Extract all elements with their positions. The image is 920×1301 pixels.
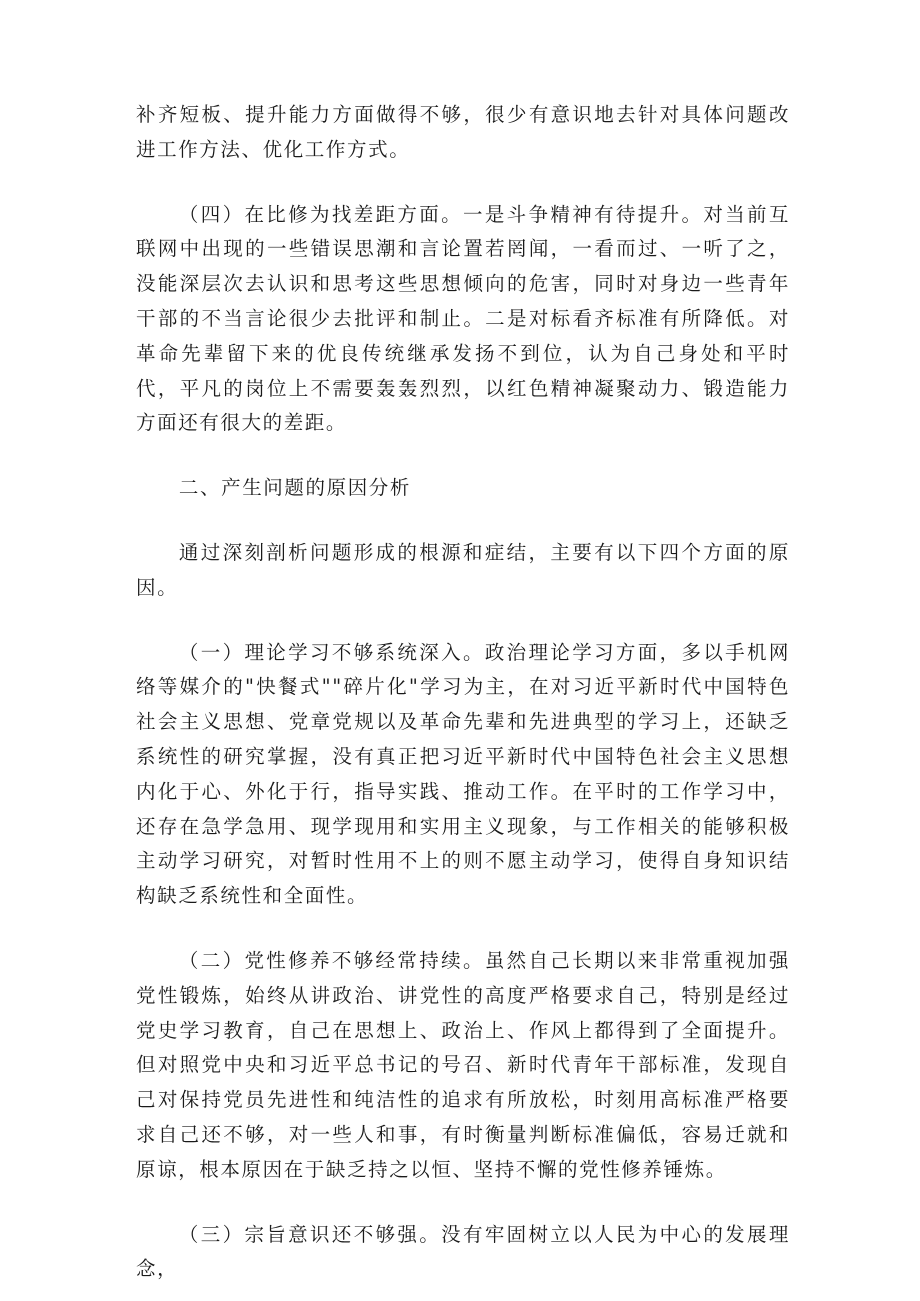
paragraph-cause-one: （一）理论学习不够系统深入。政治理论学习方面，多以手机网络等媒介的"快餐式""碎片化"学习为主，在对习近平新时代中国特色社会主义思想、党章党规以及革命先辈和先进典型的学习上，还缺乏系统性的研究掌握，没有真正把习近平新时代中国特色社会主义思想内化于心、外化于行，指导实践、推动工作。在平时的工作学习中，还存在急学急用、现学现用和实用主义现象，与工作相关的能够积极主动学习研究，对暂时性用不上的则不愿主动学习，使得自身知识结构缺乏系统性和全面性。: [136, 640, 790, 908]
document-body: [136, 98, 790, 1287]
paragraph-cause-two: （二）党性修养不够经常持续。虽然自己长期以来非常重视加强党性锻炼，始终从讲政治、讲党性的高度严格要求自己，特别是经过党史学习教育，自己在思想上、政治上、作风上都得到了全面提升。但对照党中央和习近平总书记的号召、新时代青年干部标准，发现自己对保持党员先进性和纯洁性的追求有所放松，时刻用高标准严格要求自己还不够，对一些人和事，有时衡量判断标准偏低，容易迁就和原谅，根本原因在于缺乏持之以恒、坚持不懈的党性修养锤炼。: [136, 948, 790, 1181]
paragraph-section-four: （四）在比修为找差距方面。一是斗争精神有待提升。对当前互联网中出现的一些错误思潮和言论置若罔闻，一看而过、一听了之，没能深层次去认识和思考这些思想倾向的危害，同时对身边一些青年干部的不当言论很少去批评和制止。二是对标看齐标准有所降低。对革命先辈留下来的优良传统继承发扬不到位，认为自己身处和平时代，平凡的岗位上不需要轰轰烈烈，以红色精神凝聚动力、锻造能力方面还有很大的差距。: [136, 202, 790, 435]
paragraph-cause-three: （三）宗旨意识还不够强。没有牢固树立以人民为中心的发展理念，: [136, 1222, 790, 1281]
section-heading-cause-analysis: 二、产生问题的原因分析: [178, 476, 411, 500]
paragraph-continuation: 补齐短板、提升能力方面做得不够，很少有意识地去针对具体问题改进工作方法、优化工作方式。: [136, 103, 790, 161]
paragraph-intro: 通过深刻剖析问题形成的根源和症结，主要有以下四个方面的原因。: [136, 540, 790, 599]
